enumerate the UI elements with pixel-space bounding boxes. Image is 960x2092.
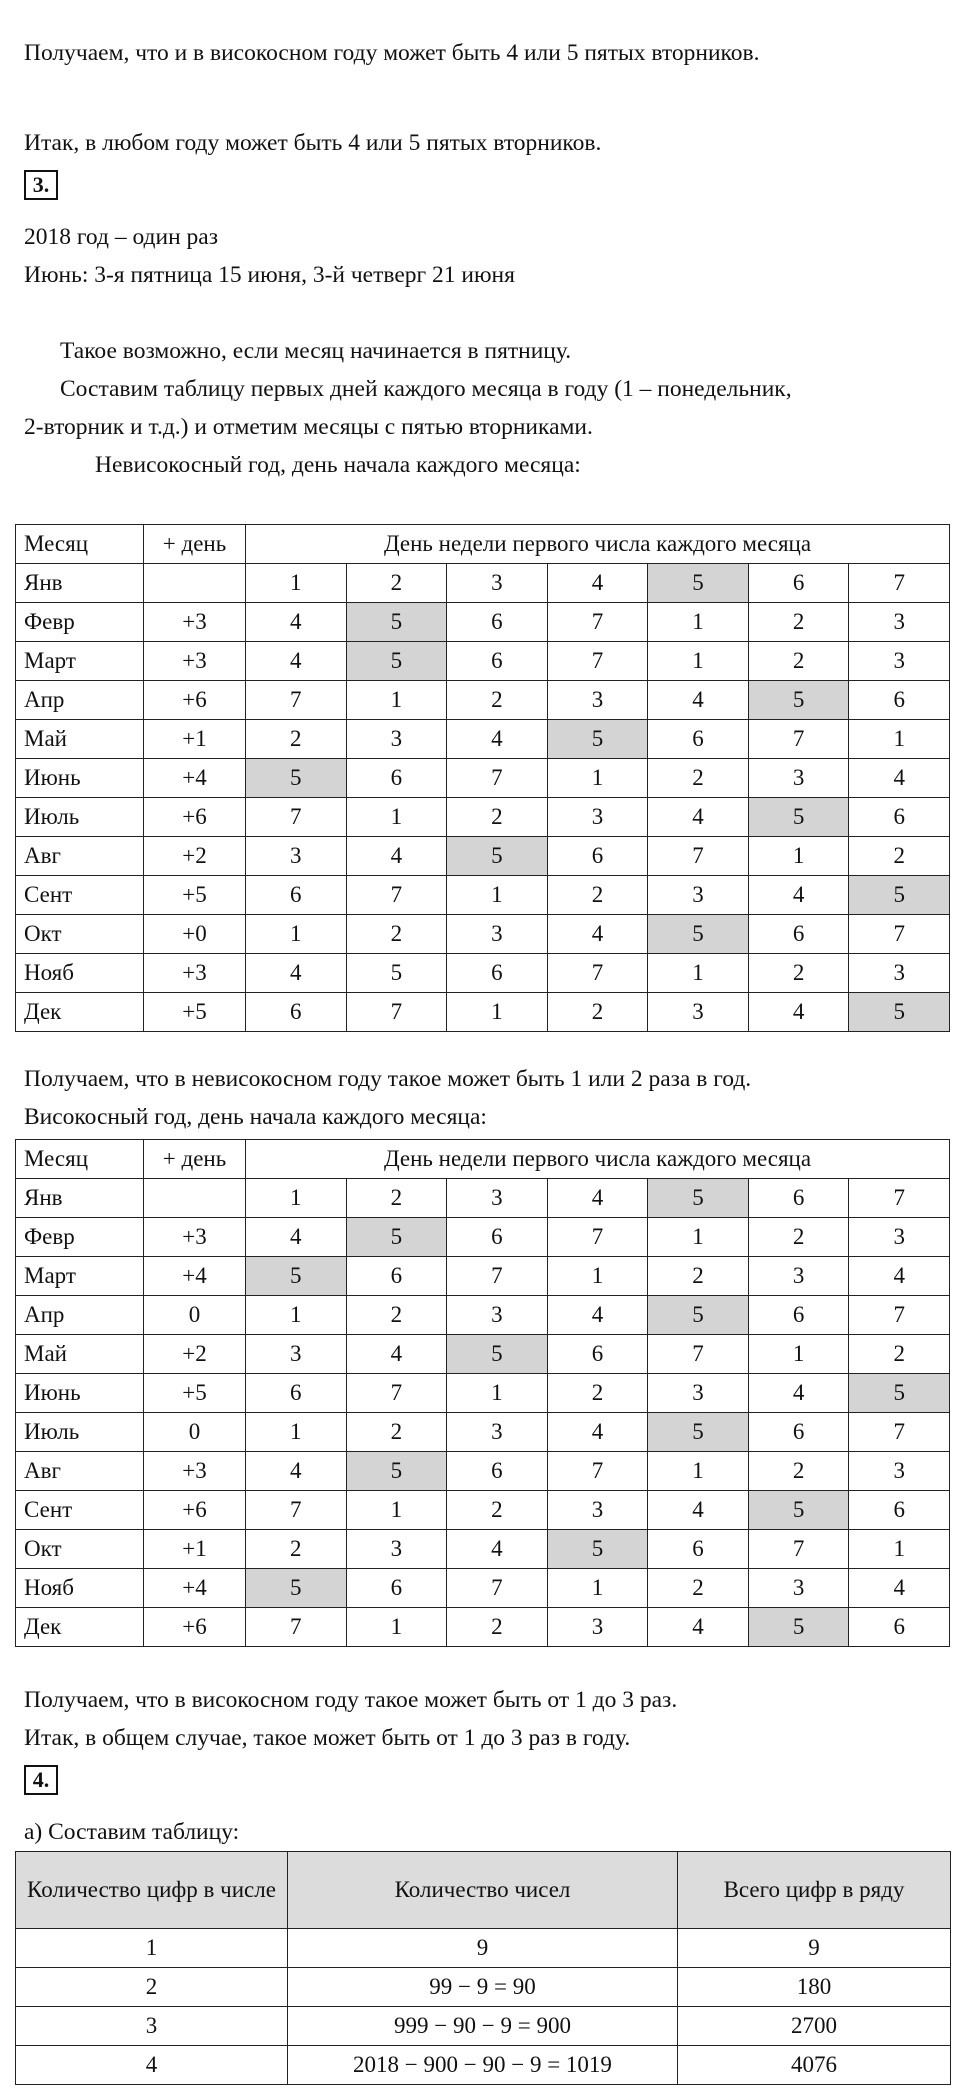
table-row <box>16 1179 950 1218</box>
day-cell: 3 <box>748 1569 849 1608</box>
day-cell: 1 <box>648 1452 749 1491</box>
plus-day-cell: +0 <box>144 915 246 954</box>
day-cell: 3 <box>648 993 749 1032</box>
day-cell: 1 <box>246 1413 347 1452</box>
day-cell: 1 <box>547 759 648 798</box>
day-cell: 2 <box>447 798 548 837</box>
day-cell: 2 <box>648 1257 749 1296</box>
highlighted-day-cell: 5 <box>648 915 749 954</box>
day-cell: 2 <box>447 1608 548 1647</box>
day-cell: 6 <box>447 954 548 993</box>
day-cell: 6 <box>246 993 347 1032</box>
day-cell: 2 <box>547 993 648 1032</box>
table-row <box>16 798 950 837</box>
highlighted-day-cell: 5 <box>748 1608 849 1647</box>
day-cell: 3 <box>648 876 749 915</box>
paragraph-make-table-2: 2-вторник и т.д.) и отметим месяцы с пятью вторниками. <box>24 414 593 440</box>
table-row <box>16 1968 951 2007</box>
paragraph-leap-result: Получаем, что в високосном году такое может быть от 1 до 3 раз. <box>24 1687 678 1713</box>
highlighted-day-cell: 5 <box>547 720 648 759</box>
paragraph-leap-year-result: Получаем, что и в високосном году может быть 4 или 5 пятых вторников. <box>24 40 760 66</box>
day-cell: 3 <box>849 1218 950 1257</box>
plus-day-cell: +1 <box>144 720 246 759</box>
day-cell: 6 <box>346 1569 447 1608</box>
table-row <box>16 1530 950 1569</box>
day-cell: 3 <box>849 954 950 993</box>
day-cell: 6 <box>748 915 849 954</box>
day-cell: 2 <box>648 1569 749 1608</box>
day-cell: 1 <box>648 954 749 993</box>
plus-day-cell <box>144 1179 246 1218</box>
plus-day-cell: +3 <box>144 954 246 993</box>
table-row <box>16 1608 950 1647</box>
table-cell: 2 <box>16 1968 288 2007</box>
leap-year-table <box>15 1139 950 1647</box>
plus-day-cell: 0 <box>144 1413 246 1452</box>
day-cell: 7 <box>648 1335 749 1374</box>
day-cell: 4 <box>849 1257 950 1296</box>
day-cell: 3 <box>849 603 950 642</box>
day-cell: 1 <box>346 1491 447 1530</box>
day-cell: 7 <box>547 1452 648 1491</box>
day-cell: 4 <box>246 1452 347 1491</box>
day-cell: 4 <box>346 1335 447 1374</box>
table-row <box>16 1452 950 1491</box>
day-cell: 2 <box>447 681 548 720</box>
day-cell: 6 <box>447 642 548 681</box>
day-cell: 1 <box>849 1530 950 1569</box>
header-month: Месяц <box>16 1140 144 1179</box>
day-cell: 7 <box>447 1569 548 1608</box>
highlighted-day-cell: 5 <box>748 798 849 837</box>
day-cell: 7 <box>246 1608 347 1647</box>
day-cell: 6 <box>849 681 950 720</box>
day-cell: 6 <box>648 1530 749 1569</box>
table-row <box>16 564 950 603</box>
day-cell: 5 <box>346 954 447 993</box>
day-cell: 6 <box>748 1413 849 1452</box>
paragraph-june: Июнь: 3-я пятница 15 июня, 3-й четверг 21 июня <box>24 262 515 288</box>
day-cell: 4 <box>447 720 548 759</box>
highlighted-day-cell: 5 <box>849 1374 950 1413</box>
table-row <box>16 1218 950 1257</box>
month-cell: Янв <box>16 564 144 603</box>
header-month: Месяц <box>16 525 144 564</box>
day-cell: 4 <box>246 954 347 993</box>
highlighted-day-cell: 5 <box>648 1413 749 1452</box>
day-cell: 4 <box>547 915 648 954</box>
day-cell: 1 <box>648 642 749 681</box>
day-cell: 1 <box>346 681 447 720</box>
day-cell: 7 <box>849 915 950 954</box>
month-cell: Май <box>16 1335 144 1374</box>
day-cell: 1 <box>346 1608 447 1647</box>
table-row <box>16 954 950 993</box>
day-cell: 3 <box>547 798 648 837</box>
month-cell: Июль <box>16 798 144 837</box>
day-cell: 7 <box>246 681 347 720</box>
day-cell: 1 <box>849 720 950 759</box>
day-cell: 7 <box>748 720 849 759</box>
table-row <box>16 915 950 954</box>
day-cell: 2 <box>748 1218 849 1257</box>
header-digit-count: Количество цифр в числе <box>16 1852 288 1929</box>
day-cell: 4 <box>246 642 347 681</box>
day-cell: 6 <box>748 1296 849 1335</box>
table-cell: 999 − 90 − 9 = 900 <box>288 2007 678 2046</box>
day-cell: 6 <box>748 1179 849 1218</box>
table-row <box>16 876 950 915</box>
day-cell: 4 <box>447 1530 548 1569</box>
month-cell: Февр <box>16 1218 144 1257</box>
day-cell: 2 <box>547 876 648 915</box>
paragraph-any-year-result: Итак, в любом году может быть 4 или 5 пятых вторников. <box>24 130 602 156</box>
day-cell: 1 <box>648 1218 749 1257</box>
month-cell: Февр <box>16 603 144 642</box>
day-cell: 2 <box>346 564 447 603</box>
day-cell: 1 <box>246 1179 347 1218</box>
table-row <box>16 1374 950 1413</box>
day-cell: 7 <box>547 603 648 642</box>
day-cell: 4 <box>246 1218 347 1257</box>
header-total-digits: Всего цифр в ряду <box>678 1852 951 1929</box>
plus-day-cell: +6 <box>144 1491 246 1530</box>
day-cell: 6 <box>447 603 548 642</box>
highlighted-day-cell: 5 <box>346 1218 447 1257</box>
day-cell: 2 <box>849 837 950 876</box>
table-cell: 180 <box>678 1968 951 2007</box>
header-number-count: Количество чисел <box>288 1852 678 1929</box>
plus-day-cell: +2 <box>144 1335 246 1374</box>
day-cell: 2 <box>648 759 749 798</box>
day-cell: 1 <box>447 1374 548 1413</box>
table-row <box>16 603 950 642</box>
day-cell: 2 <box>346 915 447 954</box>
paragraph-make-table-a: а) Составим таблицу: <box>24 1819 240 1845</box>
table-row <box>16 720 950 759</box>
table-row <box>16 1296 950 1335</box>
day-cell: 6 <box>246 876 347 915</box>
day-cell: 4 <box>246 603 347 642</box>
table-cell: 4076 <box>678 2046 951 2085</box>
day-cell: 1 <box>648 603 749 642</box>
day-cell: 3 <box>849 642 950 681</box>
day-cell: 4 <box>648 1608 749 1647</box>
table-row <box>16 681 950 720</box>
plus-day-cell: +5 <box>144 876 246 915</box>
month-cell: Авг <box>16 1452 144 1491</box>
table-cell: 4 <box>16 2046 288 2085</box>
day-cell: 2 <box>547 1374 648 1413</box>
day-cell: 3 <box>346 720 447 759</box>
month-cell: Июль <box>16 1413 144 1452</box>
nonleap-year-table <box>15 524 950 1032</box>
plus-day-cell: +4 <box>144 1257 246 1296</box>
day-cell: 7 <box>547 954 648 993</box>
table-row <box>16 642 950 681</box>
plus-day-cell <box>144 564 246 603</box>
table-cell: 2018 − 900 − 90 − 9 = 1019 <box>288 2046 678 2085</box>
day-cell: 6 <box>547 1335 648 1374</box>
table-cell: 9 <box>288 1929 678 1968</box>
day-cell: 7 <box>547 642 648 681</box>
day-cell: 1 <box>447 993 548 1032</box>
month-cell: Сент <box>16 1491 144 1530</box>
day-cell: 7 <box>748 1530 849 1569</box>
day-cell: 6 <box>849 1608 950 1647</box>
highlighted-day-cell: 5 <box>246 1257 347 1296</box>
highlighted-day-cell: 5 <box>246 759 347 798</box>
table-cell: 99 − 9 = 90 <box>288 1968 678 2007</box>
day-cell: 3 <box>547 1608 648 1647</box>
table-row <box>16 1413 950 1452</box>
highlighted-day-cell: 5 <box>547 1530 648 1569</box>
month-cell: Нояб <box>16 954 144 993</box>
month-cell: Нояб <box>16 1569 144 1608</box>
table-row <box>16 1491 950 1530</box>
plus-day-cell: +3 <box>144 603 246 642</box>
day-cell: 2 <box>246 720 347 759</box>
section-number-4: 4. <box>24 1765 58 1795</box>
day-cell: 7 <box>346 993 447 1032</box>
day-cell: 7 <box>447 759 548 798</box>
day-cell: 7 <box>849 564 950 603</box>
day-cell: 7 <box>648 837 749 876</box>
plus-day-cell: 0 <box>144 1296 246 1335</box>
plus-day-cell: +5 <box>144 1374 246 1413</box>
highlighted-day-cell: 5 <box>346 1452 447 1491</box>
day-cell: 6 <box>849 798 950 837</box>
day-cell: 2 <box>748 603 849 642</box>
day-cell: 2 <box>748 1452 849 1491</box>
day-cell: 4 <box>547 1413 648 1452</box>
month-cell: Март <box>16 1257 144 1296</box>
day-cell: 3 <box>246 1335 347 1374</box>
day-cell: 4 <box>547 1296 648 1335</box>
table-row <box>16 759 950 798</box>
header-plus-day: + день <box>144 525 246 564</box>
month-cell: Окт <box>16 915 144 954</box>
day-cell: 6 <box>748 564 849 603</box>
day-cell: 6 <box>648 720 749 759</box>
day-cell: 2 <box>447 1491 548 1530</box>
day-cell: 3 <box>748 759 849 798</box>
day-cell: 1 <box>246 1296 347 1335</box>
day-cell: 4 <box>648 798 749 837</box>
day-cell: 4 <box>547 1179 648 1218</box>
day-cell: 3 <box>447 564 548 603</box>
day-cell: 4 <box>849 1569 950 1608</box>
highlighted-day-cell: 5 <box>748 1491 849 1530</box>
day-cell: 6 <box>346 1257 447 1296</box>
day-cell: 2 <box>748 642 849 681</box>
day-cell: 6 <box>246 1374 347 1413</box>
day-cell: 3 <box>648 1374 749 1413</box>
highlighted-day-cell: 5 <box>648 564 749 603</box>
digits-table <box>15 1851 951 2085</box>
day-cell: 6 <box>447 1452 548 1491</box>
table-row <box>16 1257 950 1296</box>
plus-day-cell: +6 <box>144 1608 246 1647</box>
day-cell: 4 <box>748 876 849 915</box>
highlighted-day-cell: 5 <box>849 993 950 1032</box>
highlighted-day-cell: 5 <box>748 681 849 720</box>
plus-day-cell: +3 <box>144 1218 246 1257</box>
highlighted-day-cell: 5 <box>346 642 447 681</box>
highlighted-day-cell: 5 <box>447 1335 548 1374</box>
day-cell: 6 <box>547 837 648 876</box>
day-cell: 3 <box>447 1296 548 1335</box>
day-cell: 7 <box>346 876 447 915</box>
day-cell: 4 <box>748 993 849 1032</box>
table-row <box>16 1335 950 1374</box>
table-row <box>16 993 950 1032</box>
highlighted-day-cell: 5 <box>346 603 447 642</box>
table-cell: 3 <box>16 2007 288 2046</box>
paragraph-condition: Такое возможно, если месяц начинается в пятницу. <box>60 338 572 364</box>
header-plus-day: + день <box>144 1140 246 1179</box>
plus-day-cell: +2 <box>144 837 246 876</box>
day-cell: 7 <box>849 1296 950 1335</box>
day-cell: 4 <box>547 564 648 603</box>
header-weekday: День недели первого числа каждого месяца <box>246 1140 950 1179</box>
day-cell: 2 <box>748 954 849 993</box>
highlighted-day-cell: 5 <box>246 1569 347 1608</box>
day-cell: 3 <box>547 681 648 720</box>
day-cell: 6 <box>447 1218 548 1257</box>
table-row <box>16 2007 951 2046</box>
paragraph-2018: 2018 год – один раз <box>24 224 218 250</box>
plus-day-cell: +4 <box>144 1569 246 1608</box>
table-cell: 1 <box>16 1929 288 1968</box>
month-cell: Июнь <box>16 759 144 798</box>
table-row <box>16 2046 951 2085</box>
plus-day-cell: +1 <box>144 1530 246 1569</box>
paragraph-general-result: Итак, в общем случае, такое может быть от 1 до 3 раз в году. <box>24 1725 631 1751</box>
day-cell: 2 <box>849 1335 950 1374</box>
plus-day-cell: +6 <box>144 681 246 720</box>
day-cell: 2 <box>346 1179 447 1218</box>
day-cell: 4 <box>748 1374 849 1413</box>
day-cell: 2 <box>246 1530 347 1569</box>
paragraph-nonleap-result: Получаем, что в невисокосном году такое может быть 1 или 2 раза в год. <box>24 1066 752 1092</box>
month-cell: Март <box>16 642 144 681</box>
highlighted-day-cell: 5 <box>447 837 548 876</box>
day-cell: 6 <box>346 759 447 798</box>
paragraph-make-table-1: Составим таблицу первых дней каждого месяца в году (1 – понедельник, <box>60 376 792 402</box>
plus-day-cell: +3 <box>144 1452 246 1491</box>
plus-day-cell: +5 <box>144 993 246 1032</box>
month-cell: Апр <box>16 681 144 720</box>
month-cell: Дек <box>16 993 144 1032</box>
plus-day-cell: +6 <box>144 798 246 837</box>
day-cell: 3 <box>246 837 347 876</box>
highlighted-day-cell: 5 <box>648 1179 749 1218</box>
leap-table-caption: Високосный год, день начала каждого месяца: <box>24 1104 487 1130</box>
day-cell: 4 <box>648 681 749 720</box>
day-cell: 1 <box>748 1335 849 1374</box>
day-cell: 3 <box>447 1179 548 1218</box>
table-row <box>16 1929 951 1968</box>
day-cell: 1 <box>547 1569 648 1608</box>
day-cell: 7 <box>849 1179 950 1218</box>
header-weekday: День недели первого числа каждого месяца <box>246 525 950 564</box>
plus-day-cell: +4 <box>144 759 246 798</box>
table-row <box>16 1569 950 1608</box>
day-cell: 3 <box>447 915 548 954</box>
day-cell: 6 <box>849 1491 950 1530</box>
day-cell: 2 <box>346 1413 447 1452</box>
day-cell: 2 <box>346 1296 447 1335</box>
day-cell: 3 <box>447 1413 548 1452</box>
month-cell: Июнь <box>16 1374 144 1413</box>
table-row <box>16 837 950 876</box>
day-cell: 3 <box>346 1530 447 1569</box>
month-cell: Сент <box>16 876 144 915</box>
month-cell: Май <box>16 720 144 759</box>
day-cell: 7 <box>547 1218 648 1257</box>
month-cell: Апр <box>16 1296 144 1335</box>
day-cell: 1 <box>447 876 548 915</box>
day-cell: 1 <box>246 564 347 603</box>
day-cell: 1 <box>246 915 347 954</box>
day-cell: 1 <box>748 837 849 876</box>
month-cell: Янв <box>16 1179 144 1218</box>
day-cell: 7 <box>447 1257 548 1296</box>
highlighted-day-cell: 5 <box>849 876 950 915</box>
month-cell: Окт <box>16 1530 144 1569</box>
table-cell: 9 <box>678 1929 951 1968</box>
day-cell: 3 <box>547 1491 648 1530</box>
day-cell: 3 <box>849 1452 950 1491</box>
day-cell: 4 <box>648 1491 749 1530</box>
month-cell: Авг <box>16 837 144 876</box>
month-cell: Дек <box>16 1608 144 1647</box>
day-cell: 7 <box>346 1374 447 1413</box>
section-number-3: 3. <box>24 170 58 200</box>
day-cell: 4 <box>849 759 950 798</box>
day-cell: 7 <box>849 1413 950 1452</box>
nonleap-table-caption: Невисокосный год, день начала каждого месяца: <box>95 452 581 478</box>
day-cell: 3 <box>748 1257 849 1296</box>
table-cell: 2700 <box>678 2007 951 2046</box>
highlighted-day-cell: 5 <box>648 1296 749 1335</box>
day-cell: 1 <box>547 1257 648 1296</box>
day-cell: 7 <box>246 1491 347 1530</box>
day-cell: 4 <box>346 837 447 876</box>
day-cell: 7 <box>246 798 347 837</box>
day-cell: 1 <box>346 798 447 837</box>
plus-day-cell: +3 <box>144 642 246 681</box>
